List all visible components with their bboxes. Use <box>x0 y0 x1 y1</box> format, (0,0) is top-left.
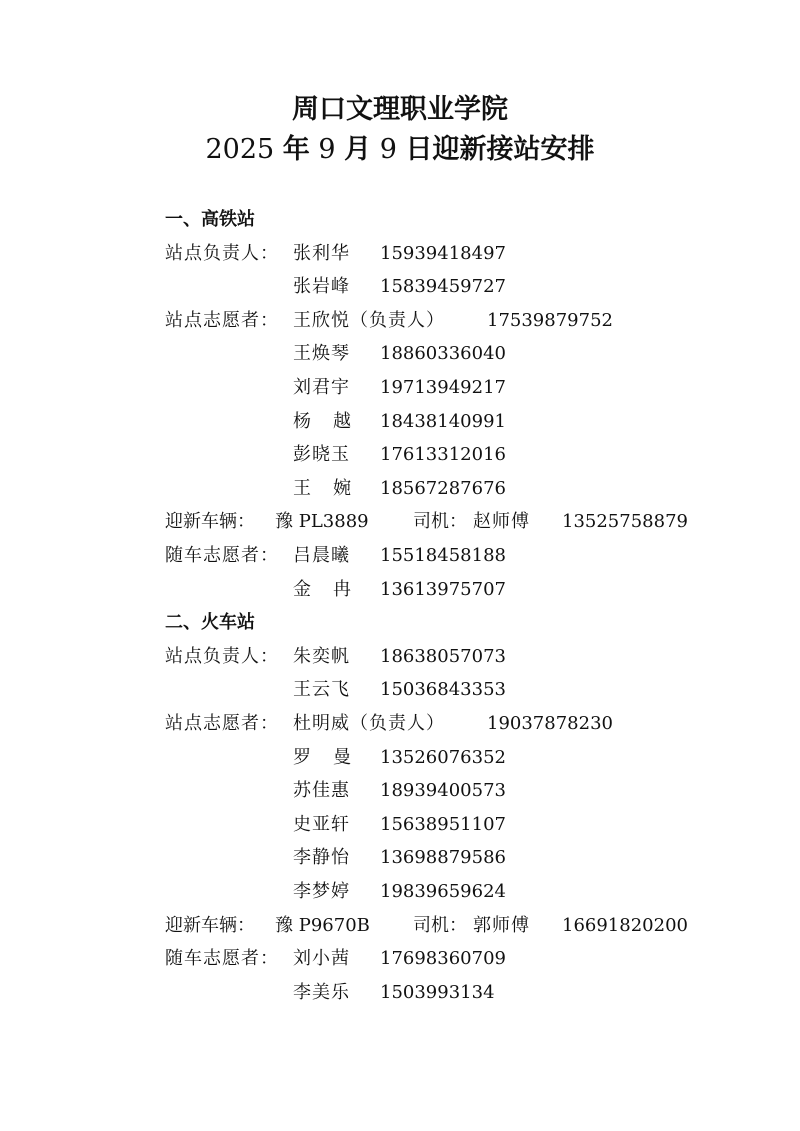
subtitle-rest: 日迎新接站安排 <box>405 134 595 165</box>
leader-label: 站点负责人： <box>165 645 279 667</box>
driver-name: 郭师傅 <box>473 914 530 936</box>
car-volunteer-phone: 15518458188 <box>380 545 506 566</box>
volunteer-phone: 18567287676 <box>380 477 506 499</box>
car-volunteer-name: 李美乐 <box>293 981 350 1003</box>
section-heading: 二、火车站 <box>165 612 255 634</box>
car-volunteer-label: 随车志愿者： <box>165 545 279 566</box>
volunteer-phone: 13698879586 <box>380 847 506 869</box>
volunteer-name: 苏佳惠 <box>293 780 350 802</box>
volunteer-phone: 17613312016 <box>380 444 506 466</box>
subtitle-yue: 月 <box>344 134 372 165</box>
volunteer-name: 罗曼 <box>293 746 373 768</box>
vehicle-label: 迎新车辆： <box>165 511 255 533</box>
vehicle-label: 迎新车辆： <box>165 914 255 936</box>
vehicle-plate: 豫 PL3889 <box>275 511 369 533</box>
leader-name: 张岩峰 <box>293 276 350 298</box>
car-volunteer-phone: 17698360709 <box>380 948 506 970</box>
car-volunteer-label: 随车志愿者： <box>165 948 279 970</box>
volunteer-name: 王焕琴 <box>293 343 350 365</box>
volunteer-label: 站点志愿者： <box>165 713 279 734</box>
volunteer-phone: 19037878230 <box>487 713 613 734</box>
car-volunteer-phone: 1503993134 <box>380 981 495 1003</box>
driver-phone: 16691820200 <box>562 914 688 936</box>
volunteer-phone: 18438140991 <box>380 410 506 432</box>
subtitle-month: 9 <box>318 134 336 165</box>
car-volunteer-name: 刘小茜 <box>293 948 350 970</box>
document-title: 周口文理职业学院 <box>292 94 508 125</box>
volunteer-name: 史亚轩 <box>293 813 350 835</box>
vehicle-plate: 豫 P9670B <box>275 914 370 936</box>
leader-phone: 15939418497 <box>380 242 506 264</box>
volunteer-name: 李静怡 <box>293 847 350 869</box>
volunteer-phone: 17539879752 <box>487 309 613 331</box>
volunteer-phone: 18939400573 <box>380 780 506 802</box>
leader-name: 王云飞 <box>293 679 350 701</box>
volunteer-phone: 15638951107 <box>380 813 506 835</box>
driver-name: 赵师傅 <box>473 511 530 533</box>
volunteer-name: 彭晓玉 <box>293 444 350 466</box>
volunteer-phone: 13526076352 <box>380 746 506 768</box>
leader-name: 朱奕帆 <box>293 645 350 667</box>
leader-phone: 15839459727 <box>380 276 506 298</box>
section-heading: 一、高铁站 <box>165 209 255 230</box>
driver-phone: 13525758879 <box>562 511 688 533</box>
volunteer-label: 站点志愿者： <box>165 309 279 331</box>
volunteer-name: 李梦婷 <box>293 881 350 902</box>
leader-name: 张利华 <box>293 242 350 264</box>
subtitle-nian: 年 <box>282 134 310 165</box>
leader-label: 站点负责人： <box>165 242 279 264</box>
driver-label: 司机： <box>413 914 467 936</box>
volunteer-name: 王婉 <box>293 477 373 499</box>
volunteer-name: 刘君宇 <box>293 377 350 398</box>
car-volunteer-name: 金冉 <box>293 578 373 600</box>
volunteer-phone: 19713949217 <box>380 377 506 398</box>
volunteer-name: 王欣悦（负责人） <box>293 309 445 331</box>
volunteer-phone: 19839659624 <box>380 881 506 902</box>
volunteer-name: 杜明威（负责人） <box>293 713 445 734</box>
leader-phone: 15036843353 <box>380 679 506 701</box>
document-subtitle <box>0 132 800 168</box>
car-volunteer-name: 吕晨曦 <box>293 545 350 566</box>
leader-phone: 18638057073 <box>380 645 506 667</box>
driver-label: 司机： <box>413 511 467 533</box>
volunteer-name: 杨越 <box>293 410 373 432</box>
car-volunteer-phone: 13613975707 <box>380 578 506 600</box>
volunteer-phone: 18860336040 <box>380 343 506 365</box>
subtitle-day: 9 <box>379 134 397 165</box>
subtitle-year: 2025 <box>205 134 275 165</box>
